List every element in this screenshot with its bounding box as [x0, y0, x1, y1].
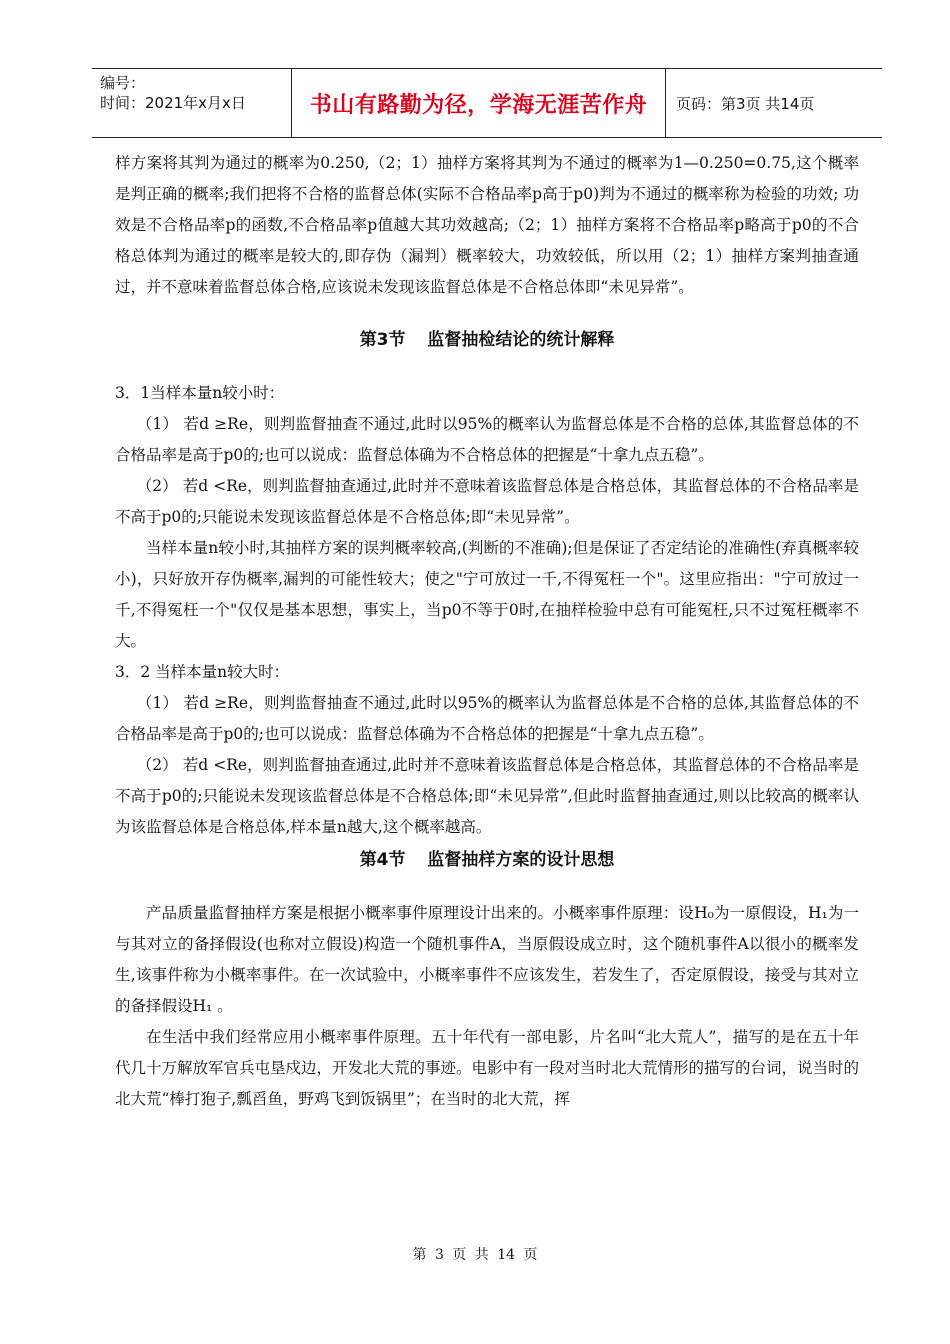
section-3-title: 第3节 监督抽检结论的统计解释	[359, 330, 615, 350]
paragraph: 样方案将其判为通过的概率为0.250,（2；1）抽样方案将其判为不通过的概率为1—0.250=0.75,这个概率是判正确的概率;我们把将不合格的监督总体(实际不合格品率p高于p0)判为不通过的概率称为检验的功效; 功效是不合格品率p的函数,不合格品率p值越大其功效越高;（2；1）抽样方案将不合格品率p略高于p0的不合格总体判为通过的概率是较大的,即存伪（漏判）概率较大，功效较低，所以用（2；1）抽样方案判抽查通过，并不意味着监督总体合格,应该说未发现该监督总体是不合格总体即“未见异常”。	[115, 154, 859, 296]
list-item: （2） 若d <Re，则判监督抽查通过,此时并不意味着该监督总体是合格总体，其监督总体的不合格品率是不高于p0的;只能说未发现该监督总体是不合格总体;即“未见异常”,但此时监督抽查通过,则以比较高的概率认为该监督总体是合格总体,样本量n越大,这个概率越高。	[115, 756, 859, 836]
list-item: （2） 若d <Re，则判监督抽查通过,此时并不意味着该监督总体是合格总体，其监督总体的不合格品率是不高于p0的;只能说未发现该监督总体是不合格总体;即“未见异常”。	[115, 477, 859, 526]
list-item: （1） 若d ≥Re，则判监督抽查不通过,此时以95%的概率认为监督总体是不合格的总体,其监督总体的不合格品率是高于p0的;也可以说成：监督总体确为不合格总体的把握是“十拿九点五稳”。	[115, 694, 859, 743]
paragraph: 当样本量n较小时,其抽样方案的误判概率较高,(判断的不准确);但是保证了否定结论的准确性(弃真概率较小)，只好放开存伪概率,漏判的可能性较大；使之"宁可放过一千,不得冤枉一个"。这里应指出："宁可放过一千,不得冤枉一个"仅仅是基本思想，事实上，当p0不等于0时,在抽样检验中总有可能冤枉,只不过冤枉概率不大。	[115, 539, 859, 650]
list-item: （1） 若d ≥Re，则判监督抽查不通过,此时以95%的概率认为监督总体是不合格的总体,其监督总体的不合格品率是高于p0的;也可以说成：监督总体确为不合格总体的把握是“十拿九点五稳”。	[115, 415, 859, 464]
section-4-title: 第4节 监督抽样方案的设计思想	[359, 850, 615, 870]
page-footer: 第 3 页 共 14 页	[412, 1247, 538, 1263]
paragraph: 产品质量监督抽样方案是根据小概率事件原理设计出来的。小概率事件原理：设H₀为一原假设，H₁为一与其对立的备择假设(也称对立假设)构造一个随机事件A，当原假设成立时，这个随机事件A以很小的概率发生,该事件称为小概率事件。在一次试验中，小概率事件不应该发生，若发生了，否定原假设，接受与其对立的备择假设H₁ 。	[115, 904, 859, 1015]
header-motto: 书山有路勤为径，学海无涯苦作舟	[292, 69, 666, 137]
number-label: 编号：	[100, 74, 146, 92]
page-header	[92, 68, 882, 138]
time-label: 时间：2021年x月x日	[100, 94, 246, 112]
subsection-heading: 3．2 当样本量n较大时：	[115, 663, 290, 681]
header-meta	[92, 69, 292, 137]
paragraph: 在生活中我们经常应用小概率事件原理。五十年代有一部电影，片名叫“北大荒人”，描写的是在五十年代几十万解放军官兵屯垦戍边，开发北大荒的事迹。电影中有一段对当时北大荒情形的描写的台词，说当时的北大荒“棒打狍子,瓢舀鱼，野鸡飞到饭锅里”；在当时的北大荒，挥	[115, 1028, 860, 1108]
header-page-info: 页码：第3页 共14页	[676, 94, 815, 113]
subsection-heading: 3．1当样本量n较小时：	[115, 384, 285, 402]
document-body	[115, 148, 859, 1115]
